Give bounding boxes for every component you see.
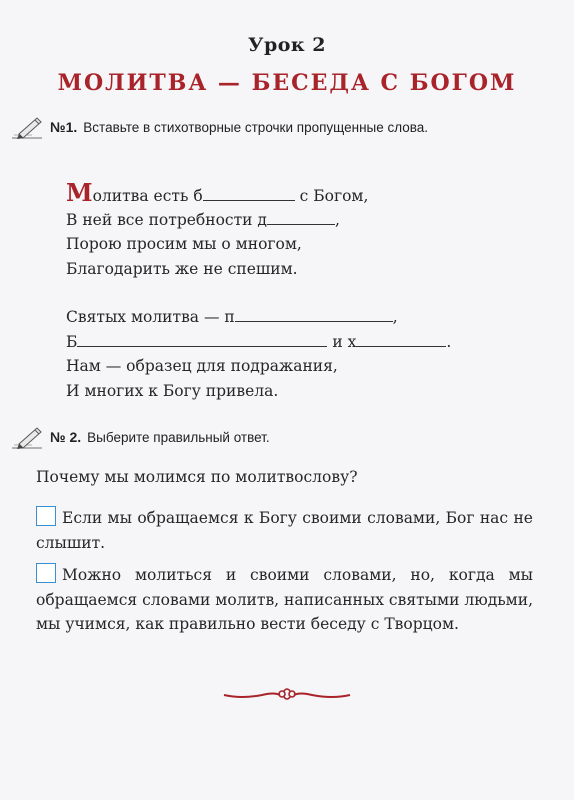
poem-text: олитва есть б (92, 187, 203, 205)
answer-blank[interactable] (77, 332, 327, 347)
poem-text: с Богом, (294, 187, 369, 205)
poem-text: , (392, 308, 398, 326)
task2-header (10, 424, 270, 450)
task2-number: № 2. (50, 429, 82, 445)
drop-cap: М (66, 178, 93, 207)
task1-header (10, 114, 428, 140)
poem-line-7: Нам — образец для подражания, (66, 357, 338, 375)
task1-instruction: Вставьте в стихотворные строчки пропущенные слова. (83, 119, 429, 135)
poem-text: Б (66, 332, 78, 351)
answer-blank[interactable] (235, 307, 393, 322)
answer-checkbox[interactable] (36, 506, 56, 526)
answer-blank[interactable] (267, 210, 335, 225)
poem-text: и х (327, 332, 357, 351)
answer-option-text: Можно молиться и своими словами, но, когда мы обращаемся словами молитв, написанных святыми людьми, мы учимся, как правильно вести беседу с Творцом. (36, 566, 533, 633)
poem-stanza-1 (66, 178, 369, 281)
task1-number: №1. (50, 119, 78, 135)
poem-text: Святых молитва — п (66, 308, 235, 326)
lesson-title: МОЛИТВА — БЕСЕДА С БОГОМ (57, 70, 517, 96)
question-text: Почему мы молимся по молитвослову? (36, 468, 358, 486)
ornament-divider (222, 686, 352, 702)
answer-blank[interactable] (203, 186, 295, 201)
poem-line-6 (66, 330, 451, 355)
answer-option-1 (36, 506, 533, 555)
answer-option-2 (36, 563, 533, 637)
pencil-icon (10, 424, 44, 450)
poem-line-5 (66, 305, 451, 330)
poem-text: В ней все потребности д (66, 210, 267, 229)
poem-line-4: Благодарить же не спешим. (66, 259, 298, 278)
poem-text: , (334, 210, 340, 229)
poem-line-2 (66, 208, 368, 233)
task2-instruction: Выберите правильный ответ. (87, 429, 270, 445)
answer-checkbox[interactable] (36, 563, 56, 583)
pencil-icon (10, 114, 44, 140)
poem-text: . (446, 332, 452, 351)
poem-line-8: И многих к Богу привела. (66, 381, 279, 400)
poem-line-3: Порою просим мы о многом, (66, 235, 302, 253)
answer-option-text: Если мы обращаемся к Богу своими словами, Бог нас не слышит. (36, 509, 533, 552)
poem-stanza-2 (66, 305, 451, 403)
poem-line-1 (66, 178, 369, 208)
lesson-number: Урок 2 (248, 34, 326, 56)
answer-blank[interactable] (356, 332, 446, 347)
